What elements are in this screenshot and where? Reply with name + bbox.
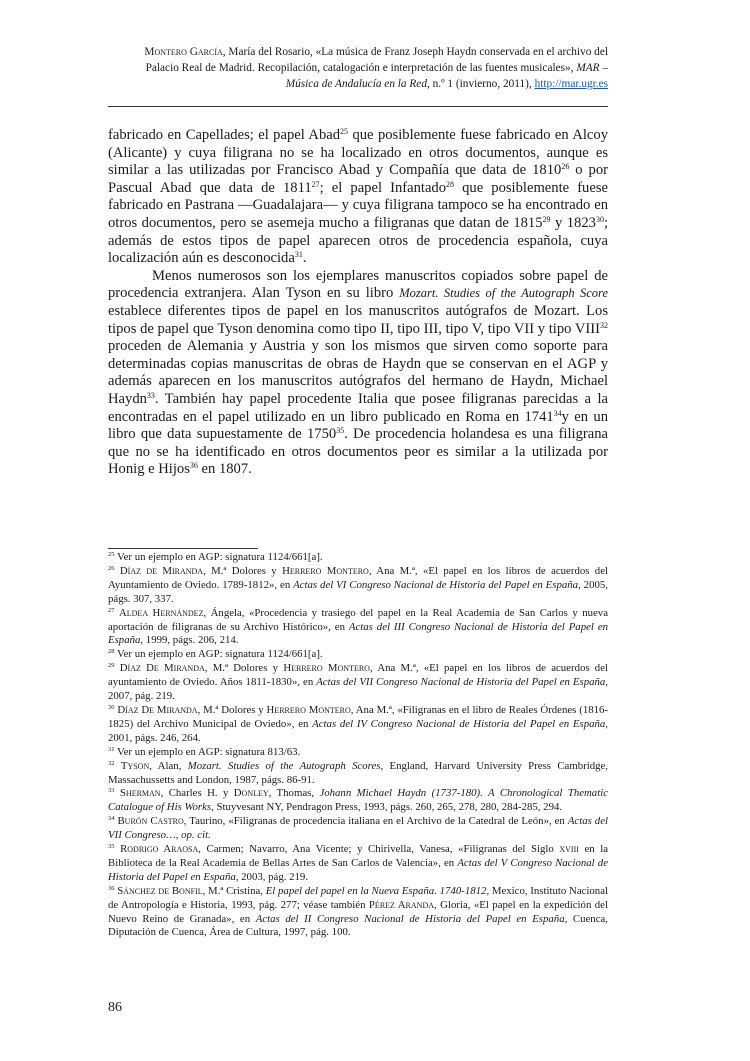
footnote-number: 34 <box>108 815 115 823</box>
text-run: . También hay papel procedente Italia que posee filigranas parecidas a la encontradas en el papel utilizado en un libro publicado en Roma en 1741 <box>108 390 608 425</box>
footnote-number: 28 <box>108 648 115 656</box>
text-run: , Alan, <box>149 759 188 772</box>
text-run: , Charles H. y <box>160 787 234 800</box>
text-run: , Stuyvesant NY, Pendragon Press, 1993, págs. 260, 265, 278, 280, 284-285, 294. <box>211 801 563 814</box>
footnote-ref[interactable]: 34 <box>553 408 562 418</box>
footnote-ref[interactable]: 30 <box>595 214 604 224</box>
text-run: , Taurino, «Filigranas de procedencia italiana en el Archivo de la Catedral de León», en <box>183 815 568 828</box>
footnote-26 <box>108 565 608 607</box>
text-run: Menos numerosos son los ejemplares manuscritos copiados sobre papel de procedencia extranjera. Alan Tyson en su libro <box>108 267 608 302</box>
text-run: , M.ª Dolores y <box>203 564 283 577</box>
text-run: . <box>302 250 307 267</box>
work-title: El papel del papel en la Nueva España. 1740-1812 <box>265 884 487 897</box>
footnote-32 <box>108 760 608 788</box>
footnote-ref[interactable]: 35 <box>336 426 345 436</box>
author-name: Díaz De Miranda <box>119 662 205 675</box>
text-run: , 2005, págs. 307, 337. <box>108 578 608 605</box>
footnote-36 <box>108 885 608 941</box>
header-journal: MAR – Música de Andalucía en la Red <box>285 62 608 90</box>
text-run: , Thomas, <box>268 787 320 800</box>
footnote-ref[interactable]: 29 <box>542 214 551 224</box>
footnote-31 <box>108 746 608 760</box>
text-run: fabricado en Capellades; el papel Abad <box>108 127 341 143</box>
book-title: Mozart. Studies of the Autograph Score <box>399 286 608 301</box>
header-citation: , María del Rosario, «La música de Franz Joseph Haydn conservada en el archivo del Palacio Real de Madrid. Recopilación, catalogación e interpretación de las fuentes musicales», <box>145 46 608 74</box>
text-run: Ver un ejemplo en AGP: signatura 813/63. <box>117 745 301 758</box>
header-issue: , n.º 1 (invierno, 2011), <box>426 78 535 90</box>
text-run: ; el papel Infantado <box>319 179 447 196</box>
footnote-number: 27 <box>108 606 115 614</box>
footnote-ref[interactable]: 25 <box>340 127 349 136</box>
author-name: Tyson <box>120 759 150 772</box>
text-run: proceden de Alemania y Austria y son los mismos que sirven como soporte para determinadas copias manuscritas de obras de Haydn que se conservan en el AGP y además aparecen en los manuscritos autógrafos del hermano de Haydn, Michael Haydn <box>108 338 608 407</box>
text-run: en 1807. <box>197 461 252 478</box>
work-title: Actas del VII Congreso Nacional de Historia del Papel en España <box>316 676 606 689</box>
footnote-number: 36 <box>108 884 115 892</box>
header-author: Montero García <box>144 46 223 58</box>
text-run: , Ana M.ª, «Filigranas en el libro de Reales Órdenes (1816-1825) del Archivo Municipal de Oviedo», en <box>108 703 609 730</box>
footnote-number: 35 <box>108 843 115 851</box>
work-title: Actas del IV Congreso Nacional de Historia del Papel en España <box>312 717 606 730</box>
footnote-number: 33 <box>108 787 115 795</box>
footnote-ref[interactable]: 36 <box>189 461 198 471</box>
text-run: , M.ª Dolores y <box>204 662 284 675</box>
author-name: Díaz de Miranda <box>119 564 204 577</box>
footnote-33 <box>108 787 608 815</box>
author-name: Aldea Hernández <box>118 606 204 619</box>
text-run: , 2001, págs. 246, 264. <box>108 717 608 744</box>
author-name: Herrero Montero <box>283 662 370 675</box>
author-name: Herrero Montero <box>282 564 369 577</box>
footnote-28 <box>108 648 608 662</box>
footnote-number: 31 <box>108 745 115 753</box>
work-title: Johann Michael Haydn (1737-180). A Chronological Thematic Catalogue of His Works <box>108 787 608 814</box>
work-title: Actas del VI Congreso Nacional de Historia del Papel en España <box>293 578 579 591</box>
work-title: Actas del III Congreso Nacional de Historia del Papel en España <box>108 620 609 647</box>
text-run: establece diferentes tipos de papel en los manuscritos autógrafos de Mozart. Los tipos de papel que Tyson denomina como tipo II, tipo III, tipo V, tipo VII y tipo VIII <box>108 302 608 337</box>
header-rule <box>108 106 608 107</box>
text-run: , Mexico, Instituto Nacional de Antropología e Historia, 1993, pág. 277; véase también <box>108 884 609 911</box>
footnote-29 <box>108 662 608 704</box>
footnote-27 <box>108 607 608 649</box>
footnote-ref[interactable]: 31 <box>294 250 303 260</box>
text-run: , <box>175 829 182 842</box>
text-run: , Ana M.ª, «El papel en los libros de acuerdos del ayuntamiento de Oviedo. Años 1811-1830», en <box>108 662 608 689</box>
text-run: , M.ª Cristina, <box>202 884 266 897</box>
author-name: Donley <box>233 787 269 800</box>
body-text <box>108 127 608 479</box>
author-name: Rodrigo Araosa <box>120 843 199 856</box>
page-number: 86 <box>108 1000 122 1015</box>
author-name: Sherman <box>119 787 161 800</box>
text-run: , 2007, pág. 219. <box>108 676 608 703</box>
author-name: Burón Castro <box>117 815 184 828</box>
footnote-ref[interactable]: 33 <box>146 390 155 400</box>
text-run: , 1999, págs. 206, 214. <box>140 634 239 647</box>
footnote-34 <box>108 815 608 843</box>
footnotes <box>108 551 608 940</box>
text-run: y en un libro que data supuestamente de 1750 <box>108 408 608 443</box>
text-run: que posiblemente fuese fabricado en Alcoy (Alicante) y cuya filigrana no se ha localizado en otros documentos, aunque es similar a las utilizadas por Francisco Abad y Compañía que data de 1810 <box>108 127 608 179</box>
footnote-number: 25 <box>108 551 115 558</box>
text-run: , M.ª Dolores y <box>197 703 267 716</box>
text-run: , Ana M.ª, «El papel en los libros de acuerdos del Ayuntamiento de Oviedo. 1789-1812», en <box>108 564 608 591</box>
footnote-number: 26 <box>108 564 115 572</box>
header-url-link[interactable]: http://mar.ugr.es <box>534 78 608 90</box>
footnote-ref[interactable]: 26 <box>561 162 570 172</box>
footnote-number: 32 <box>108 759 115 767</box>
work-title: Actas del V Congreso Nacional de Historia del Papel en España <box>108 856 608 883</box>
footnote-ref[interactable]: 28 <box>446 179 455 189</box>
footnote-number: 30 <box>108 703 115 711</box>
text-run: y 1823 <box>550 214 596 231</box>
text-run: o por Pascual Abad que data de 1811 <box>108 162 608 196</box>
text-run: , England, Harvard University Press Cambridge, Massachussetts and London, 1987, págs. 86-91. <box>108 759 608 786</box>
footnote-rule <box>108 548 258 549</box>
work-title: Actas del VII Congreso… <box>108 815 608 842</box>
footnote-number: 29 <box>108 662 115 670</box>
footnote-ref[interactable]: 27 <box>311 179 320 189</box>
text-run: , Ángela, «Procedencia y trasiego del papel en la Real Academia de San Carlos y nueva aportación de filigranas de su Archivo Histórico», en <box>108 606 608 633</box>
author-name: Sánchez de Bonfil <box>117 884 203 897</box>
footnote-ref[interactable]: 32 <box>600 320 608 330</box>
work-title: Mozart. Studies of the Autograph Scores <box>187 759 381 772</box>
text-run: que posiblemente fuese fabricado en Pastrana —Guadalajara— y cuya filigrana tampoco se ha encontrado en otros documentos, pero se asemeja mucho a filigranas que datan de 1815 <box>108 179 608 231</box>
author-name: xviii <box>559 843 579 856</box>
text-run: Ver un ejemplo en AGP: signatura 1124/661[a]. <box>117 551 323 563</box>
body-paragraph-1 <box>108 127 608 268</box>
author-name: Herrero Montero <box>266 703 351 716</box>
running-header <box>128 44 608 92</box>
text-run: , Cuenca, Diputación de Cuenca, Área de Cultura, 1997, pág. 100. <box>108 912 608 939</box>
work-title: Actas del II Congreso Nacional de Historia del Papel en España <box>255 912 565 925</box>
footnote-30 <box>108 704 608 746</box>
document-page <box>108 0 608 1061</box>
author-name: Pérez Aranda <box>368 898 435 911</box>
text-run: en la Biblioteca de la Real Academia de Bellas Artes de San Carlos de Valencia», en <box>108 843 608 869</box>
footnote-25 <box>108 551 608 565</box>
footnote-35 <box>108 843 608 885</box>
text-run: ; además de estos tipos de papel aparecen otros de procedencia española, cuya localización aún es desconocida <box>108 214 608 267</box>
text-run: , Carmen; Navarro, Ana Vicente; y Chirivella, Vanesa, «Filigranas del Siglo <box>198 843 560 856</box>
body-paragraph-2 <box>108 268 608 479</box>
text-run: , 2003, pág. 219. <box>235 870 309 883</box>
author-name: Díaz De Miranda <box>117 703 198 716</box>
text-run: Ver un ejemplo en AGP: signatura 1124/661[a]. <box>117 648 323 661</box>
work-title: op. cit. <box>181 829 211 842</box>
text-run: , Gloria, «El papel en la expedición del Nuevo Reino de Granada», en <box>108 898 608 925</box>
text-run: . De procedencia holandesa es una filigrana que no se ha identificado en otros documentos peor es similar a la utilizada por Honig e Hijos <box>108 426 608 478</box>
